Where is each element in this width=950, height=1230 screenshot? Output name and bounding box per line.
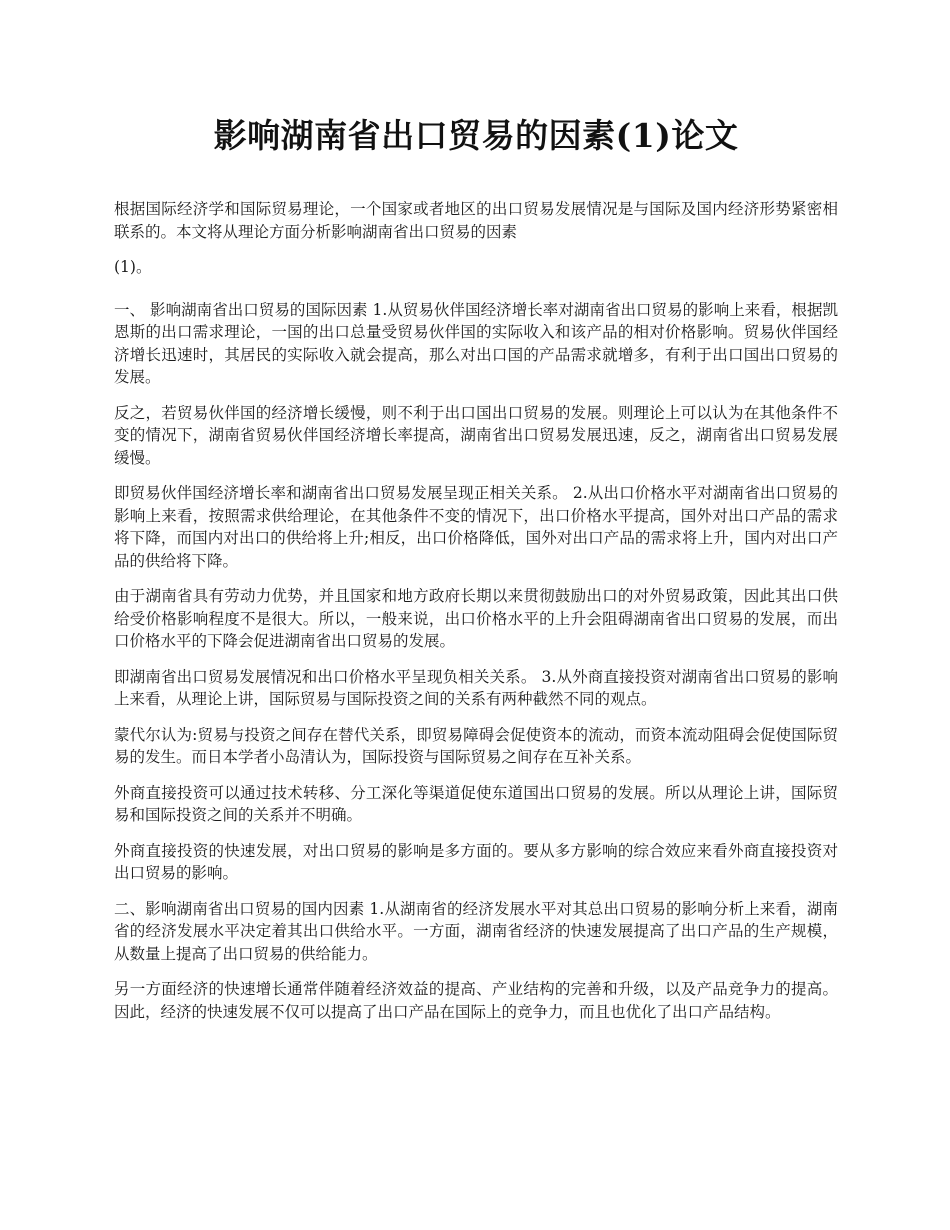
paragraph-economic-growth: 另一方面经济的快速增长通常伴随着经济效益的提高、产业结构的完善和升级，以及产品竞争力的提高。因此，经济的快速发展不仅可以提高了出口产品在国际上的竞争力，而且也优化了出口产品结构。: [114, 980, 838, 1021]
paragraph-intro: 根据国际经济学和国际贸易理论，一个国家或者地区的出口贸易发展情况是与国际及国内经济形势紧密相联系的。本文将从理论方面分析影响湖南省出口贸易的因素: [114, 200, 838, 241]
paragraph-foreign-investment: 即湖南省出口贸易发展情况和出口价格水平呈现负相关关系。 3.从外商直接投资对湖南省出口贸易的影响上来看，从理论上讲，国际贸易与国际投资之间的关系有两种截然不同的观点。: [114, 667, 838, 708]
paragraph-mundell: 蒙代尔认为:贸易与投资之间存在替代关系，即贸易障碍会促使资本的流动，而资本流动阻碍会促使国际贸易的发生。而日本学者小岛清认为，国际投资与国际贸易之间存在互补关系。: [114, 725, 838, 766]
paragraph-export-price: 即贸易伙伴国经济增长率和湖南省出口贸易发展呈现正相关关系。 2.从出口价格水平对湖南省出口贸易的影响上来看，按照需求供给理论，在其他条件不变的情况下，出口价格水平提高，国外对出口产品的需求将下降，而国内对出口的供给将上升;相反，出口价格降低，国外对出口产品的需求将上升，国内对出口产品的供给将下降。: [114, 484, 838, 570]
paragraph-domestic-factors: 二、影响湖南省出口贸易的国内因素 1.从湖南省的经济发展水平对其总出口贸易的影响分析上来看，湖南省的经济发展水平决定着其出口供给水平。一方面，湖南省经济的快速发展提高了出口产品的生产规模，从数量上提高了出口贸易的供给能力。: [114, 899, 838, 963]
paragraph-fdi-channels: 外商直接投资可以通过技术转移、分工深化等渠道促使东道国出口贸易的发展。所以从理论上讲，国际贸易和国际投资之间的关系并不明确。: [114, 783, 838, 824]
paragraph-intro-tail: (1)。: [114, 258, 152, 276]
paragraph-international-factors: 一、 影响湖南省出口贸易的国际因素 1.从贸易伙伴国经济增长率对湖南省出口贸易的影响上来看，根据凯恩斯的出口需求理论，一国的出口总量受贸易伙伴国的实际收入和该产品的相对价格影响。贸易伙伴国经济增长迅速时，其居民的实际收入就会提高，那么对出口国的产品需求就增多，有利于出口国出口贸易的发展。: [114, 300, 838, 386]
document-title: 影响湖南省出口贸易的因素(1)论文: [213, 116, 739, 155]
paragraph-labor-advantage: 由于湖南省具有劳动力优势，并且国家和地方政府长期以来贯彻鼓励出口的对外贸易政策，因此其出口供给受价格影响程度不是很大。所以，一般来说，出口价格水平的上升会阻碍湖南省出口贸易的发展，而出口价格水平的下降会促进湖南省出口贸易的发展。: [114, 587, 838, 650]
paragraph-fdi-effects: 外商直接投资的快速发展，对出口贸易的影响是多方面的。要从多方影响的综合效应来看外商直接投资对出口贸易的影响。: [114, 841, 838, 882]
paragraph-partner-growth: 反之，若贸易伙伴国的经济增长缓慢，则不利于出口国出口贸易的发展。则理论上可以认为在其他条件不变的情况下，湖南省贸易伙伴国经济增长率提高，湖南省出口贸易发展迅速，反之，湖南省出口贸易发展缓慢。: [114, 403, 838, 467]
